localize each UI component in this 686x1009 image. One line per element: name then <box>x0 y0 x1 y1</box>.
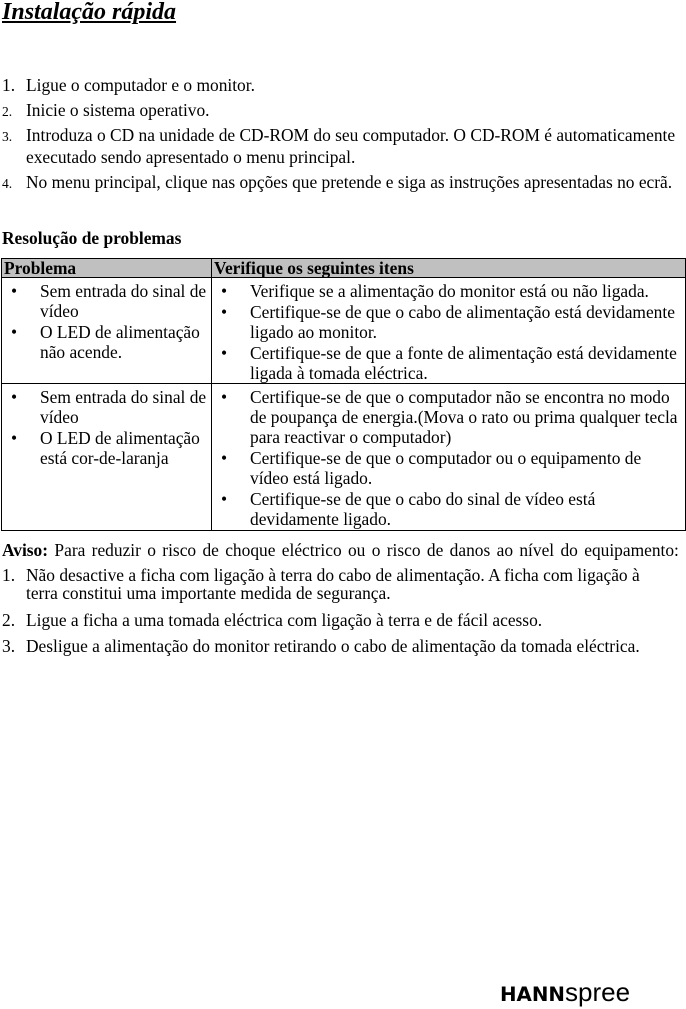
checks-cell <box>212 384 685 530</box>
warning-item-text: Ligue a ficha a uma tomada eléctrica com ligação à terra e de fácil acesso. <box>26 609 543 630</box>
warning-item-text: Não desactive a ficha com ligação à terra do cabo de alimentação. A ficha com ligação à terra constitui uma importante medida de segurança. <box>26 565 640 603</box>
check-item: • Certifique-se de que o computador ou o equipamento de vídeo está ligado. <box>250 448 685 488</box>
warning-item-1 <box>0 566 686 602</box>
problem-list <box>2 281 211 362</box>
logo-spree: spree <box>564 977 631 1007</box>
warning-label: Aviso: <box>2 540 49 560</box>
troubleshooting-table <box>1 258 686 531</box>
page-title: Instalação rápida <box>2 0 177 25</box>
checks-cell <box>212 278 685 383</box>
warning-item-text: Desligue a alimentação do monitor retirando o cabo de alimentação da tomada eléctrica. <box>26 636 640 656</box>
problem-item: • O LED de alimentação está cor-de-laranja <box>40 428 211 468</box>
table-row-2 <box>2 383 685 530</box>
checks-list <box>212 387 685 529</box>
hannspree-logo <box>500 978 630 1006</box>
column-header-checks: Verifique os seguintes itens <box>214 258 414 278</box>
warning-number: 1. <box>2 565 16 585</box>
step-text: Inicie o sistema operativo. <box>26 100 210 120</box>
step-number: 1. <box>2 75 16 95</box>
install-step-4 <box>0 171 686 193</box>
step-text: Introduza o CD na unidade de CD-ROM do seu computador. O CD-ROM é automaticamente executado sendo apresentado o menu principal. <box>26 125 676 167</box>
step-text: Ligue o computador e o monitor. <box>26 75 255 95</box>
problem-list <box>2 387 211 468</box>
check-item: • Certifique-se de que o computador não se encontra no modo de poupança de energia.(Mova o rato ou prima qualquer tecla para reactivar o computador) <box>250 387 685 447</box>
problem-item: • O LED de alimentação não acende. <box>40 322 211 362</box>
step-number: 3. <box>2 129 13 144</box>
warning-item-3 <box>0 637 686 655</box>
problem-item: • Sem entrada do sinal de vídeo <box>40 387 211 427</box>
table-row-1 <box>2 277 685 383</box>
check-item: • Verifique se a alimentação do monitor está ou não ligada. <box>250 281 685 301</box>
warning-list <box>0 566 686 655</box>
step-number: 2. <box>2 104 13 119</box>
warning-paragraph <box>2 539 679 561</box>
logo-hann: HANN <box>500 983 565 1006</box>
step-text: No menu principal, clique nas opções que pretende e siga as instruções apresentadas no ecrã. <box>26 172 673 192</box>
problem-item: • Sem entrada do sinal de vídeo <box>40 281 211 321</box>
install-step-3 <box>0 124 686 168</box>
table-header-row <box>2 259 685 277</box>
check-item: • Certifique-se de que o cabo de alimentação está devidamente ligado ao monitor. <box>250 302 685 342</box>
column-header-problem: Problema <box>2 259 212 277</box>
warning-text: Para reduzir o risco de choque eléctrico ou o risco de danos ao nível do equipamento: <box>54 540 679 560</box>
install-step-1 <box>0 74 686 96</box>
check-item: • Certifique-se de que a fonte de alimentação está devidamente ligada à tomada eléctrica. <box>250 343 685 383</box>
warning-number: 2. <box>2 609 16 630</box>
install-steps-list <box>0 74 686 193</box>
step-number: 4. <box>2 176 13 191</box>
check-item: • Certifique-se de que o cabo do sinal de vídeo está devidamente ligado. <box>250 489 685 529</box>
troubleshooting-heading: Resolução de problemas <box>2 228 182 248</box>
problem-cell <box>2 384 212 530</box>
problem-cell <box>2 278 212 383</box>
checks-list <box>212 281 685 383</box>
install-step-2 <box>0 99 686 121</box>
warning-item-2 <box>0 611 686 629</box>
warning-number: 3. <box>2 636 16 656</box>
